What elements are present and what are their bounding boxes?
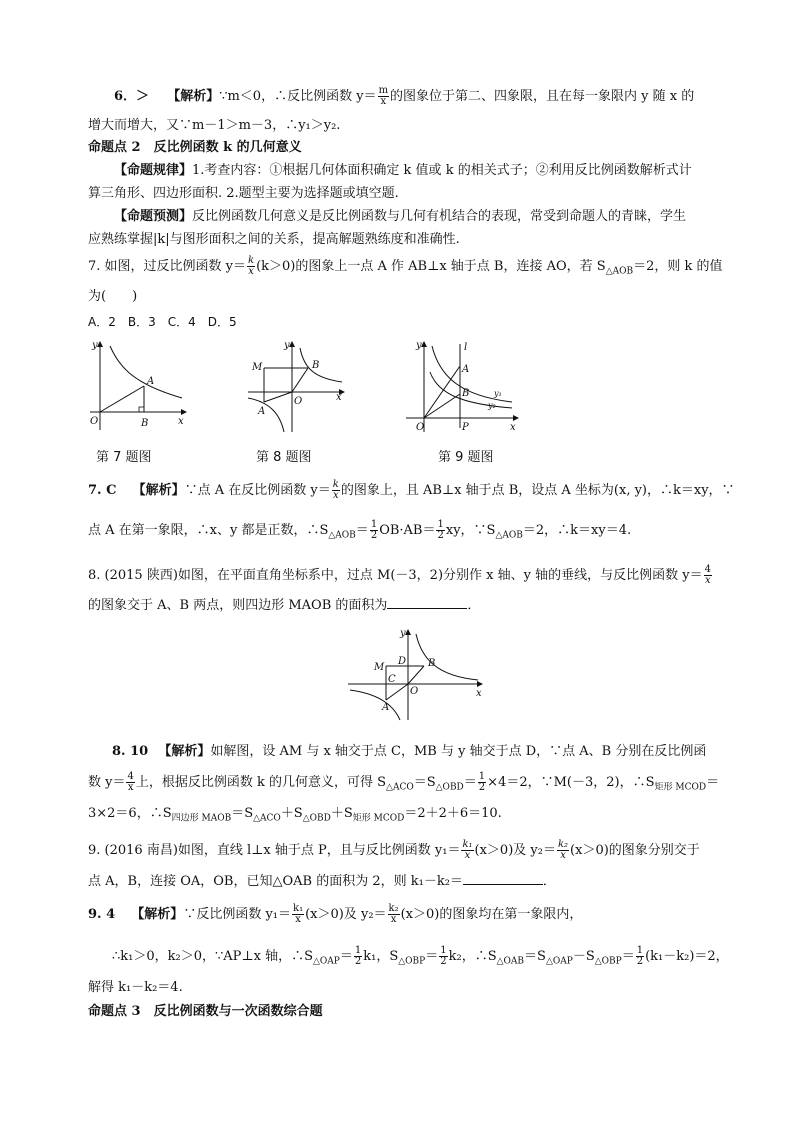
triangle-subscript: △OBP [398,956,426,967]
answer-8-text-g: ＝S [231,806,254,821]
prediction-line-2: 应熟练掌握|k|与图形面积之间的关系，提高解题熟练度和准确性. [88,232,460,247]
answer-8-text-a: 如解图，设 AM 与 x 轴交于点 C，MB 与 y 轴交于点 D，∵点 A、B 分别在反比例函 [210,744,707,759]
svg-text:O: O [294,396,303,407]
answer-6-line-1 [114,86,694,107]
rect-subscript: 矩形 MCOD [352,813,405,824]
answer-7-line-1 [88,480,735,501]
equals-sign: ＝ [463,775,477,790]
rect-subscript: 矩形 MCOD [654,782,707,793]
svg-text:A: A [147,376,155,387]
fraction-k-over-x: $\frac{k}{x}$ [248,255,255,277]
law-tag: 【命题规律】 [114,163,193,178]
question-9-line-2: 点 A，B，连接 OA，OB，已知△OAB 的面积为 2，则 k₁－k₂＝ ． [88,874,556,889]
svg-text:B: B [312,360,320,371]
answer-8-text-h: ＝2＋2＋6＝10. [404,806,502,821]
fraction-one-half: $\frac{1}{2}$ [370,519,378,541]
answer-7-text-a: ∵点 A 在反比例函数 y＝ [184,483,331,498]
equals-sign: ＝ [621,949,635,964]
svg-text:x: x [336,392,342,403]
svg-text:y: y [400,628,406,639]
section-3-heading: 命题点 3 反比例函数与一次函数综合题 [88,1004,323,1019]
question-9-text-c: (x＞0)的图象分别交于 [570,843,700,858]
fraction-one-half: $\frac{1}{2}$ [636,945,644,967]
answer-7-text-e: xy，∵S [445,523,496,538]
segment-ao [386,684,408,700]
answer-9-text-g: ＝S [524,949,546,964]
triangle-subscript: △OAB [496,956,525,967]
answer-9-number: 9. 4 [88,907,116,922]
answer-8-text-e: ×4＝2，∵M(－3，2)，∴S [487,775,655,790]
answer-9-line-1 [88,904,582,925]
svg-text:y: y [416,340,422,351]
svg-text:P: P [462,422,469,433]
fraction-4-over-x: $\frac{4}{x}$ [704,564,711,586]
svg-text:x: x [476,688,482,699]
answer-7-text-d: OB·AB＝ [379,523,436,538]
answer-9-text-e: k₁，S [363,949,399,964]
figure-7-caption: 第 7 题图 [96,450,152,465]
answer-blank[interactable] [387,596,467,609]
svg-text:O: O [410,686,419,697]
quad-subscript: 四边形 MAOB [171,813,232,824]
answer-6-text-b: 的图象位于第二、四象限，且在每一象限内 y 随 x 的 [390,89,695,104]
answer-9-text-a: ∵反比例函数 y₁＝ [183,907,292,922]
svg-text:l: l [464,342,468,353]
segment-oa [100,386,144,412]
fraction-m-over-x: $\frac{m}{x}$ [378,85,389,107]
analysis-tag: 【解析】 [131,907,184,922]
equals-sign: ＝ [425,949,439,964]
answer-8-line-2 [88,772,719,798]
answer-blank[interactable] [463,872,543,885]
answer-7-number: 7. C [88,483,117,498]
analysis-tag: 【解析】 [158,744,211,759]
answer-8-line-3 [88,804,502,829]
answer-8-number: 8. 10 [112,744,149,759]
figure-9-caption: 第 9 题图 [438,450,494,465]
triangle-subscript: △AOB [495,530,523,541]
question-7-line-2: 为( ) [88,289,138,304]
svg-text:A: A [462,364,470,375]
svg-text:A: A [382,702,390,713]
fraction-4-over-x: $\frac{4}{x}$ [127,771,134,793]
answer-9-line-3: 解得 k₁－k₂＝4. [88,980,183,995]
question-8-line-1 [88,565,713,586]
question-8-text-a: 8. (2015 陕西)如图，在平面直角坐标系中，过点 M(－3，2)分别作 x 轴、y 轴的垂线，与反比例函数 y＝ [88,568,703,583]
hyperbola-branch-2 [350,690,400,720]
hyperbola-branch-1 [300,348,342,382]
triangle-subscript: △OBD [302,813,331,824]
answer-7-text-c: 点 A 在第一象限，∴x、y 都是正数，∴S [88,523,329,538]
answer-9-text-c: (x＞0)的图象均在第一象限内， [400,907,583,922]
question-8-line-2: 的图象交于 A、B 两点，则四边形 MAOB 的面积为 ． [88,598,481,613]
triangle-subscript: △AOB [328,530,356,541]
right-angle-mark [139,407,144,412]
figure-7-graph [86,338,190,434]
svg-text:B: B [141,418,149,429]
figure-8-solution-graph [346,626,486,722]
question-7-text-c: ＝2，则 k 的值 [633,259,723,274]
fraction-one-half: $\frac{1}{2}$ [478,771,486,793]
answer-7-text-f: ＝2，∴k＝xy＝4. [522,523,632,538]
answer-6-line-2: 增大而增大，又∵m－1＞m－3，∴y₁＞y₂. [88,118,341,133]
triangle-subscript: △OAP [313,956,340,967]
fraction-k1-over-x: $\frac{\text{k₁}}{x}$ [293,903,304,925]
question-7-text-a: 7. 如图，过反比例函数 y＝ [88,259,247,274]
svg-text:M: M [374,662,385,673]
section-2-heading: 命题点 2 反比例函数 k 的几何意义 [88,140,302,155]
fraction-k2-over-x: $\frac{\text{k₂}}{x}$ [388,903,399,925]
law-line-2: 算三角形、四边形面积. 2.题型主要为选择题或填空题. [88,186,399,201]
segment-ob [292,368,308,392]
answer-9-text-h: (k₁－k₂)＝2， [645,949,729,964]
triangle-subscript: △AOB [605,266,634,277]
answer-7-line-2 [88,520,631,546]
law-text-1: 1.考查内容：①根据几何体面积确定 k 值或 k 的相关式子；②利用反比例函数解析式计 [192,163,692,178]
segment-ob [408,666,424,684]
svg-text:y: y [92,340,98,351]
triangle-subscript: △OBD [435,782,464,793]
analysis-tag: 【解析】 [167,89,220,104]
svg-text:y: y [284,340,290,351]
equals-sign: ＝ [706,775,720,790]
svg-text:B: B [428,658,436,669]
answer-8-text-f: 3×2＝6，∴S [88,806,172,821]
figure-9-graph [402,338,522,434]
svg-text:D: D [398,656,407,667]
figure-8-caption: 第 8 题图 [256,450,312,465]
hyperbola-curve [110,346,182,398]
question-8-text-b: 的图象交于 A、B 两点，则四边形 MAOB 的面积为 [88,598,388,613]
question-7-text-b: (k＞0)的图象上一点 A 作 AB⊥x 轴于点 B，连接 AO，若 S [256,259,606,274]
plus-sign: ＋S [330,806,353,821]
svg-text:M: M [252,362,263,373]
answer-9-text-d: ∴k₁＞0，k₂＞0，∵AP⊥x 轴，∴S [112,949,313,964]
fraction-k-over-x: $\frac{k}{x}$ [332,479,339,501]
answer-8-text-d: ＝S [413,775,436,790]
hyperbola-branch-1 [416,634,478,680]
prediction-line-1 [114,207,686,227]
hyperbola-branch-2 [248,398,284,432]
answer-9-text-b: (x＞0)及 y₂＝ [305,907,387,922]
triangle-subscript: △OAP [545,956,573,967]
answer-6-text-a: ∵m＜0，∴反比例函数 y＝ [219,89,377,104]
svg-text:y₂: y₂ [488,401,496,410]
equals-sign: ＝ [355,523,369,538]
answer-8-line-1 [112,742,706,762]
question-9-line-1 [88,840,700,861]
answer-7-text-b: 的图象上，且 AB⊥x 轴于点 B，设点 A 坐标为(x, y)，∴k＝xy，∵ [340,483,735,498]
triangle-subscript: △ACO [253,813,281,824]
segment-ob [424,394,460,418]
triangle-subscript: △OBP [594,956,622,967]
answer-8-text-c: 上，根据反比例函数 k 的几何意义，可得 S [135,775,387,790]
question-9-text-b: (x＞0)及 y₂＝ [474,843,556,858]
svg-text:C: C [388,674,396,685]
triangle-subscript: △ACO [386,782,414,793]
fraction-one-half: $\frac{1}{2}$ [440,945,447,967]
segment-ao [264,392,292,402]
equals-sign: ＝ [339,949,353,964]
answer-9-text-f: k₂，∴S [448,949,497,964]
question-7-options: A．2 B．3 C．4 D．5 [88,315,237,329]
minus-sign: －S [572,949,595,964]
fraction-k1-over-x: $\frac{\text{k₁}}{x}$ [462,839,473,861]
fraction-one-half: $\frac{1}{2}$ [437,519,444,541]
answer-9-line-2 [112,946,729,972]
answer-8-text-b: 数 y＝ [88,775,126,790]
svg-text:y₁: y₁ [494,389,502,398]
plus-sign: ＋S [280,806,303,821]
question-9-text-a: 9. (2016 南昌)如图，直线 l⊥x 轴于点 P，且与反比例函数 y₁＝ [88,843,461,858]
question-7-line-1 [88,256,723,282]
analysis-tag: 【解析】 [132,483,185,498]
fraction-k2-over-x: $\frac{\text{k₂}}{x}$ [557,839,569,861]
prediction-tag: 【命题预测】 [114,209,193,224]
prediction-text-1: 反比例函数几何意义是反比例函数与几何有机结合的表现，常受到命题人的青睐，学生 [192,209,687,224]
svg-text:x: x [178,416,184,427]
svg-text:O: O [416,422,425,433]
svg-text:O: O [90,416,99,427]
fraction-one-half: $\frac{1}{2}$ [354,945,362,967]
svg-text:x: x [510,422,516,433]
svg-text:A: A [258,406,266,417]
figure-8-graph [244,338,348,434]
segment-oa [424,366,460,418]
law-line-1 [114,161,692,181]
question-9-text-d: 点 A，B，连接 OA，OB，已知△OAB 的面积为 2，则 k₁－k₂＝ [88,874,463,889]
svg-text:B: B [462,388,470,399]
answer-6-number: 6．＞ [114,89,150,104]
